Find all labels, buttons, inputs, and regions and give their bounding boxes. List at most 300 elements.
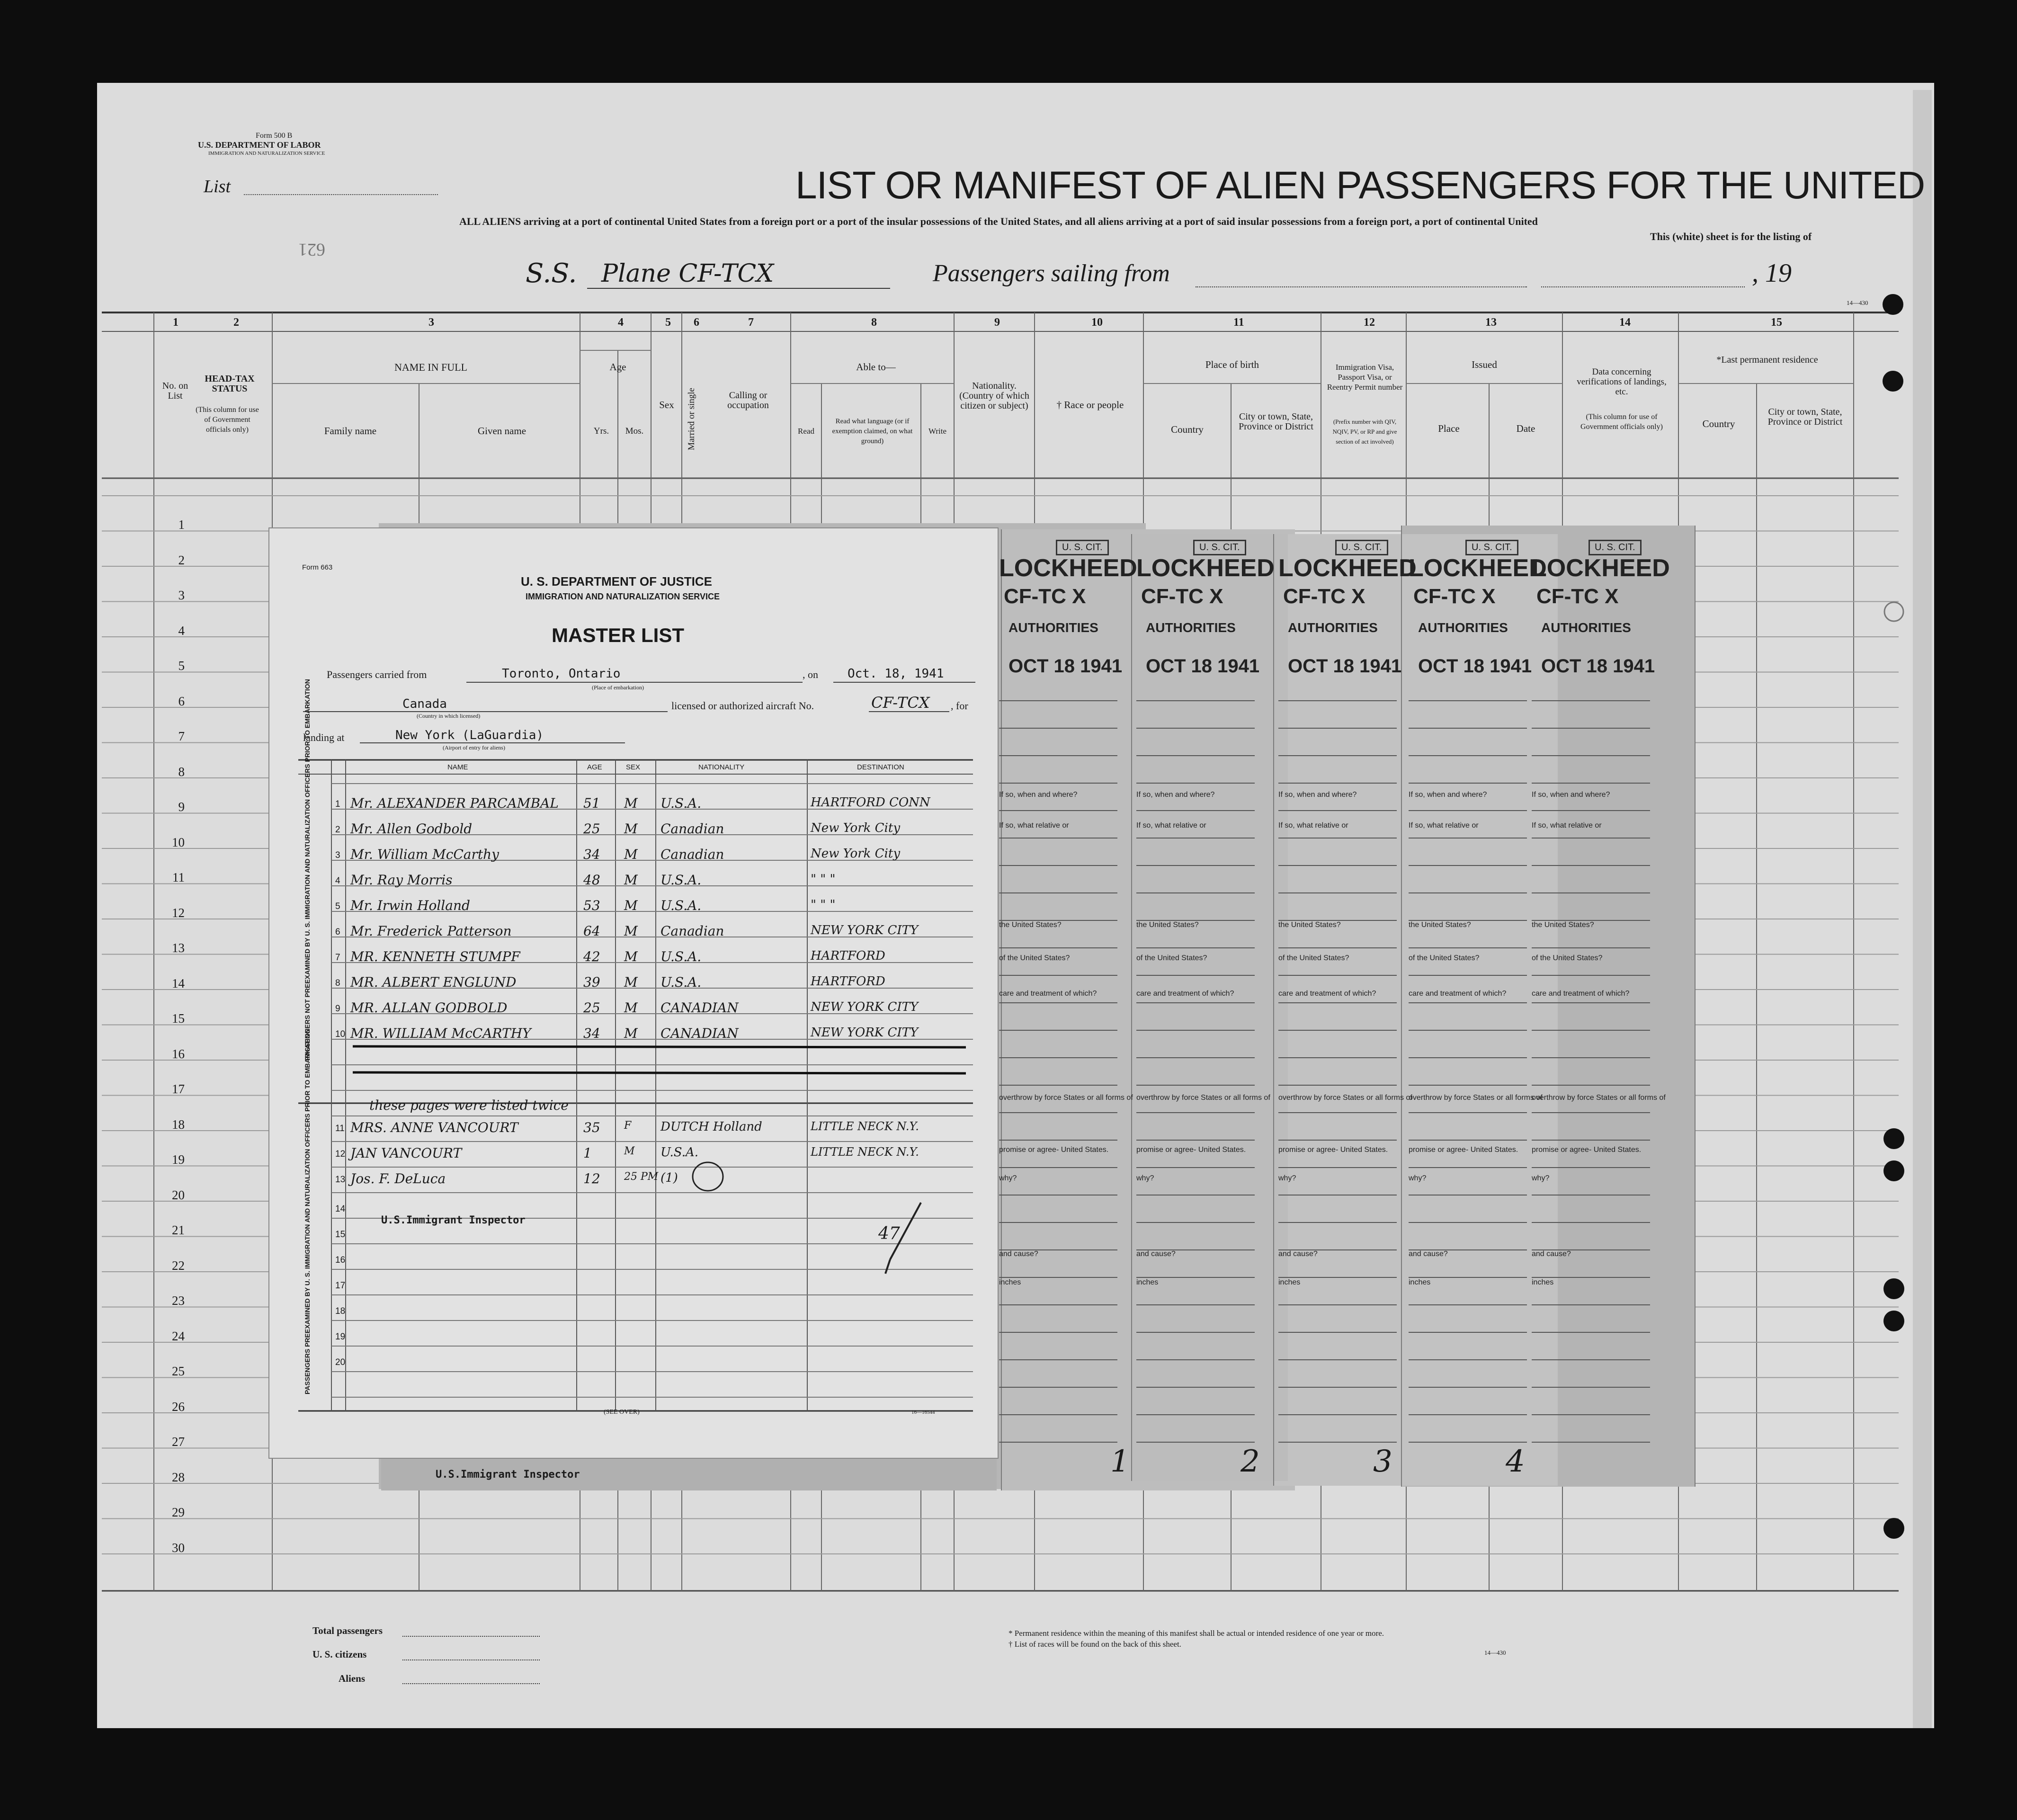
ml-landing-label: landing at — [303, 732, 345, 743]
back-question: promise or agree- United States. — [1278, 1146, 1388, 1154]
row-number: 20 — [172, 1187, 185, 1202]
back-question: If so, what relative or — [1409, 821, 1479, 830]
back-inspector: U.S.Immigrant Inspector — [436, 1469, 580, 1481]
col-given-name: Given name — [477, 425, 527, 437]
authorities-label: AUTHORITIES — [1008, 620, 1098, 635]
row-number: 29 — [172, 1505, 185, 1519]
airline-name: LOCKHEED — [1136, 554, 1275, 582]
ml-country: Canada — [402, 697, 447, 711]
ml-for-label: , for — [951, 700, 968, 712]
ml-row-number: 6 — [335, 927, 340, 937]
aircraft-reg: CF-TC X — [1536, 585, 1619, 608]
back-question: If so, when and where? — [1278, 791, 1357, 799]
column-number: 4 — [618, 316, 624, 329]
back-question: the United States? — [1532, 921, 1594, 929]
col-data-concerning: Data concerning verifications of landings, etc. — [1577, 367, 1667, 397]
ml-row-number: 19 — [335, 1332, 346, 1342]
ml-row-number: 20 — [335, 1357, 346, 1367]
manifest-subtitle-1: ALL ALIENS arriving at a port of continental United States from a foreign port or a port of the insular possessions of the United States, and all aliens arriving at a port of said insular possessions from a foreign port, a port of continental United — [459, 215, 1538, 227]
ml-preexamined-destination: LITTLE NECK N.Y. — [811, 1145, 919, 1159]
sailing-date-field — [1541, 286, 1745, 287]
form-print-code: 14—430 — [1847, 299, 1868, 306]
ml-preexamined-age: 1 — [583, 1145, 592, 1161]
footer-code: 14—430 — [1484, 1649, 1506, 1656]
ml-passenger-sex: M — [624, 1000, 638, 1016]
ml-passenger-name: Mr. Ray Morris — [350, 872, 453, 888]
ml-passenger-age: 34 — [583, 1026, 600, 1041]
back-question: the United States? — [1136, 921, 1199, 929]
ml-row-number: 12 — [335, 1149, 346, 1159]
list-number-field — [244, 194, 438, 195]
col-data-note: (This column for use of Government officials only) — [1580, 413, 1663, 431]
row-number: 12 — [172, 905, 185, 920]
back-question: care and treatment of which? — [999, 990, 1097, 998]
ml-passenger-destination: " " " — [811, 872, 836, 886]
ml-passenger-age: 64 — [583, 923, 600, 939]
back-question: and cause? — [1532, 1250, 1571, 1258]
row-number: 16 — [172, 1046, 185, 1061]
column-number: 2 — [233, 316, 239, 329]
ml-passenger-nationality: Canadian — [660, 923, 724, 939]
authorities-label: AUTHORITIES — [1418, 620, 1508, 635]
ml-passenger-nationality: Canadian — [660, 821, 724, 837]
ml-carried-from-label: Passengers carried from — [327, 669, 427, 680]
back-question: inches — [1532, 1278, 1554, 1286]
back-question: inches — [1136, 1278, 1159, 1286]
col-name-in-full: NAME IN FULL — [394, 361, 467, 373]
back-question: If so, what relative or — [1532, 821, 1602, 830]
ml-passenger-sex: M — [624, 1026, 638, 1041]
back-question: If so, when and where? — [1532, 791, 1610, 799]
column-number: 5 — [665, 316, 671, 329]
total-passengers-field — [402, 1636, 540, 1637]
back-question: the United States? — [999, 921, 1062, 929]
ml-preexamined-age: 35 — [583, 1120, 600, 1135]
back-question: promise or agree- United States. — [1532, 1146, 1642, 1154]
ml-row-number: 17 — [335, 1281, 346, 1291]
ml-landing-line — [360, 742, 625, 743]
col-country: Country — [1171, 424, 1204, 435]
back-question: overthrow by force States or all forms of — [999, 1094, 1133, 1102]
col-calling: Calling or occupation — [727, 390, 769, 410]
back-question: why? — [1136, 1174, 1154, 1182]
form-department: U.S. DEPARTMENT OF LABOR — [198, 140, 321, 150]
col-head-tax: HEAD-TAX STATUS — [205, 374, 255, 394]
row-number: 1 — [178, 517, 185, 532]
ml-preexamined-name: JAN VANCOURT — [350, 1145, 462, 1161]
ml-aircraft: CF-TCX — [871, 694, 930, 712]
sailing-from-field — [1196, 286, 1527, 287]
back-page-number: 2 — [1241, 1444, 1260, 1479]
ml-passenger-age: 34 — [583, 847, 600, 862]
col-lr-city: City or town, State, Province or District — [1767, 407, 1843, 427]
ml-col-sex: SEX — [626, 763, 641, 771]
ml-row-number: 14 — [335, 1204, 346, 1214]
row-number: 17 — [172, 1082, 185, 1096]
ml-passenger-destination: New York City — [811, 821, 901, 835]
ml-passenger-destination: NEW YORK CITY — [811, 1026, 919, 1040]
footer-note-races: † List of races will be found on the back of this sheet. — [1008, 1640, 1181, 1649]
ml-passenger-destination: HARTFORD CONN — [811, 795, 930, 810]
row-number: 2 — [178, 553, 185, 567]
ml-passenger-nationality: U.S.A. — [660, 898, 702, 913]
ml-side-label-not-preexamined: PASSENGERS NOT PREEXAMINED BY U. S. IMMIGRATION AND NATURALIZATION OFFICERS PRIOR TO EMBARKATION — [303, 679, 311, 1061]
ml-passenger-destination: " " " — [811, 898, 836, 912]
date-stamp: OCT 18 1941 — [1288, 656, 1402, 677]
ml-carried-from-line — [466, 682, 803, 683]
back-question: promise or agree- United States. — [999, 1146, 1109, 1154]
row-number: 24 — [172, 1329, 185, 1343]
ml-col-destination: DESTINATION — [857, 763, 904, 771]
back-question: why? — [1409, 1174, 1427, 1182]
col-issued-date: Date — [1516, 423, 1535, 434]
column-number: 1 — [173, 316, 178, 329]
ml-passenger-age: 25 — [583, 1000, 600, 1016]
ml-passenger-destination: NEW YORK CITY — [811, 923, 919, 937]
ml-form-number: Form 663 — [302, 563, 333, 571]
ml-preexamined-name: MRS. ANNE VANCOURT — [350, 1120, 518, 1135]
back-question: and cause? — [1409, 1250, 1448, 1258]
ml-col-age: AGE — [587, 763, 602, 771]
ml-row-number: 13 — [335, 1175, 346, 1185]
ml-carried-from: Toronto, Ontario — [502, 667, 621, 681]
form-service: IMMIGRATION AND NATURALIZATION SERVICE — [208, 151, 325, 156]
back-question: If so, when and where? — [1136, 791, 1215, 799]
row-number: 4 — [178, 623, 185, 638]
ml-passenger-sex: M — [624, 847, 638, 862]
column-number: 6 — [694, 316, 699, 329]
date-stamp: OCT 18 1941 — [1008, 656, 1123, 677]
row-number: 30 — [172, 1540, 185, 1555]
col-read-language: Read what language (or if exemption claimed, on what ground) — [832, 418, 913, 445]
authorities-label: AUTHORITIES — [1288, 620, 1378, 635]
ml-passenger-age: 53 — [583, 898, 600, 913]
ml-landing-note: (Airport of entry for aliens) — [443, 744, 505, 751]
back-question: of the United States? — [999, 954, 1070, 962]
ml-passenger-age: 51 — [583, 795, 600, 811]
back-question: If so, when and where? — [1409, 791, 1487, 799]
col-age: Age — [609, 361, 626, 373]
column-number: 11 — [1233, 316, 1244, 329]
ml-passenger-nationality: CANADIAN — [660, 1000, 739, 1016]
back-question: promise or agree- United States. — [1136, 1146, 1246, 1154]
row-number: 5 — [178, 659, 185, 673]
ml-passenger-age: 39 — [583, 974, 600, 990]
col-sex: Sex — [659, 399, 674, 410]
back-question: and cause? — [1278, 1250, 1318, 1258]
back-question: If so, what relative or — [999, 821, 1069, 830]
row-number: 26 — [172, 1399, 185, 1414]
ml-row-number: 15 — [335, 1230, 346, 1240]
column-number: 15 — [1771, 316, 1782, 329]
ml-department: U. S. DEPARTMENT OF JUSTICE — [521, 574, 712, 589]
aircraft-reg: CF-TC X — [1283, 585, 1365, 608]
col-lr-country: Country — [1702, 418, 1735, 429]
back-page-number: 3 — [1373, 1444, 1392, 1479]
back-page-number: 4 — [1506, 1444, 1525, 1479]
col-immigration-visa: Immigration Visa, Passport Visa, or Reentry Permit number — [1327, 363, 1403, 392]
date-stamp: OCT 18 1941 — [1418, 656, 1532, 677]
row-number: 25 — [172, 1364, 185, 1378]
ml-row-number: 8 — [335, 978, 340, 988]
ml-on-label: , on — [803, 669, 818, 680]
row-number: 3 — [178, 588, 185, 602]
column-number: 13 — [1485, 316, 1497, 329]
ml-passenger-sex: M — [624, 974, 638, 990]
back-question: overthrow by force States or all forms of — [1532, 1094, 1666, 1102]
footer-us-citizens: U. S. citizens — [312, 1649, 367, 1660]
ml-passenger-age: 42 — [583, 949, 600, 964]
row-number: 6 — [178, 694, 185, 708]
ml-passenger-sex: M — [624, 795, 638, 811]
ml-aircraft-line — [869, 711, 949, 712]
ml-passenger-age: 48 — [583, 872, 600, 888]
ml-passenger-name: Mr. ALEXANDER PARCAMBAL — [350, 795, 559, 811]
sailing-year: , 19 — [1752, 259, 1792, 288]
ml-row-number: 10 — [335, 1029, 346, 1039]
stamp-us-cit: U. S. CIT. — [1465, 540, 1518, 555]
back-question: why? — [1278, 1174, 1296, 1182]
col-yrs: Yrs. — [593, 426, 609, 436]
manifest-subtitle-2: This (white) sheet is for the listing of — [1650, 231, 1812, 242]
ml-date: Oct. 18, 1941 — [848, 667, 944, 681]
ml-passenger-destination: NEW YORK CITY — [811, 1000, 919, 1014]
stamp-us-cit: U. S. CIT. — [1335, 540, 1388, 555]
sailing-label: Passengers sailing from — [933, 260, 1170, 287]
col-nationality: Nationality. (Country of which citizen or subject) — [959, 381, 1029, 411]
row-number: 18 — [172, 1117, 185, 1132]
ml-inspector: U.S.Immigrant Inspector — [381, 1214, 526, 1226]
col-write: Write — [928, 427, 947, 436]
ml-print-code: 16—16544 — [911, 1410, 935, 1415]
ml-passenger-nationality: Canadian — [660, 847, 724, 862]
form-number: Form 500 B — [256, 132, 293, 140]
ml-passenger-name: Mr. Irwin Holland — [350, 898, 470, 913]
ml-row-number: 1 — [335, 799, 340, 809]
row-number: 14 — [172, 976, 185, 990]
column-number: 14 — [1619, 316, 1631, 329]
back-question: the United States? — [1278, 921, 1341, 929]
ml-row-number: 2 — [335, 825, 340, 835]
back-question: inches — [1278, 1278, 1301, 1286]
ml-passenger-destination: New York City — [811, 847, 901, 861]
ml-passenger-name: MR. KENNETH STUMPF — [350, 949, 520, 964]
ml-side-label-preexamined: PASSENGERS PREEXAMINED BY U. S. IMMIGRATION AND NATURALIZATION OFFICERS PRIOR TO EMBARKATION — [303, 1028, 311, 1394]
airline-name: LOCKHEED — [999, 554, 1137, 582]
back-question: care and treatment of which? — [1136, 990, 1234, 998]
row-number: 27 — [172, 1435, 185, 1449]
back-question: overthrow by force States or all forms of — [1136, 1094, 1270, 1102]
back-question: inches — [1409, 1278, 1431, 1286]
ml-passenger-destination: HARTFORD — [811, 974, 885, 989]
ml-passenger-name: Mr. William McCarthy — [350, 847, 499, 862]
back-question: overthrow by force States or all forms of — [1278, 1094, 1412, 1102]
footer-total-passengers: Total passengers — [312, 1625, 383, 1636]
ml-row-number: 9 — [335, 1004, 340, 1014]
back-question: If so, when and where? — [999, 791, 1078, 799]
ml-licensed-label: licensed or authorized aircraft No. — [671, 700, 814, 712]
aircraft-reg: CF-TC X — [1413, 585, 1496, 608]
date-stamp: OCT 18 1941 — [1146, 656, 1260, 677]
column-number: 9 — [994, 316, 1000, 329]
row-number: 11 — [172, 870, 185, 884]
column-number: 12 — [1364, 316, 1375, 329]
ml-row-number: 7 — [335, 953, 340, 963]
col-place-of-birth: Place of birth — [1205, 359, 1259, 370]
ml-row-number: 5 — [335, 901, 340, 911]
back-question: and cause? — [1136, 1250, 1176, 1258]
ml-embarkation-note: (Place of embarkation) — [592, 684, 644, 691]
ml-passenger-nationality: U.S.A. — [660, 795, 702, 811]
back-question: inches — [999, 1278, 1021, 1286]
ml-row-number: 3 — [335, 850, 340, 860]
back-question: why? — [1532, 1174, 1550, 1182]
ml-passenger-name: MR. WILLIAM McCARTHY — [350, 1026, 531, 1041]
col-read: Read — [798, 427, 814, 436]
row-number: 15 — [172, 1011, 185, 1026]
back-question: promise or agree- United States. — [1409, 1146, 1518, 1154]
ml-country-note: (Country in which licensed) — [417, 713, 481, 719]
ml-passenger-nationality: U.S.A. — [660, 974, 702, 990]
stamp-us-cit: U. S. CIT. — [1193, 540, 1246, 555]
ml-handwritten-note: these pages were listed twice — [369, 1097, 569, 1113]
ml-col-nationality: NATIONALITY — [698, 763, 745, 771]
ml-row-number: 11 — [335, 1124, 345, 1133]
ml-passenger-sex: M — [624, 949, 638, 964]
col-family-name: Family name — [324, 425, 377, 437]
back-question: of the United States? — [1532, 954, 1603, 962]
ml-passenger-name: MR. ALLAN GODBOLD — [350, 1000, 508, 1016]
col-mos: Mos. — [625, 426, 644, 436]
col-visa-note: (Prefix number with QIV, NQIV, PV, or RP and give section of act involved) — [1332, 418, 1397, 445]
col-issued-place: Place — [1438, 423, 1460, 434]
row-number: 9 — [178, 800, 185, 814]
corner-mark: 621 — [298, 240, 325, 259]
ml-tally: 47 — [878, 1224, 900, 1243]
col-race: † Race or people — [1056, 399, 1124, 410]
ml-passenger-name: Mr. Frederick Patterson — [350, 923, 512, 939]
back-question: care and treatment of which? — [1409, 990, 1507, 998]
ml-row-number: 18 — [335, 1306, 346, 1316]
ml-passenger-name: MR. ALBERT ENGLUND — [350, 974, 517, 990]
ml-passenger-age: 25 — [583, 821, 600, 837]
back-question: care and treatment of which? — [1532, 990, 1630, 998]
column-number: 10 — [1091, 316, 1103, 329]
stamp-us-cit: U. S. CIT. — [1589, 540, 1642, 555]
airline-name: LOCKHEED — [1278, 554, 1417, 582]
manifest-title: LIST OR MANIFEST OF ALIEN PASSENGERS FOR THE UNITED — [795, 164, 1925, 207]
airline-name: LOCKHEED — [1409, 554, 1547, 582]
ml-passenger-sex: M — [624, 821, 638, 837]
ml-passenger-nationality: U.S.A. — [660, 949, 702, 964]
row-number: 8 — [178, 764, 185, 779]
back-question: why? — [999, 1174, 1017, 1182]
row-number: 22 — [172, 1258, 185, 1273]
col-married: Married or single — [687, 388, 696, 450]
ml-landing-at: New York (LaGuardia) — [395, 728, 544, 742]
ml-preexamined-age: 12 — [583, 1171, 600, 1187]
col-head-tax-note: (This column for use of Government officials only) — [196, 406, 259, 434]
ml-service: IMMIGRATION AND NATURALIZATION SERVICE — [526, 592, 720, 601]
footer-aliens: Aliens — [339, 1673, 366, 1684]
ml-passenger-destination: HARTFORD — [811, 949, 885, 963]
stamp-us-cit: U. S. CIT. — [1056, 540, 1109, 555]
ml-preexamined-nationality: U.S.A. — [660, 1145, 698, 1160]
ml-passenger-sex: M — [624, 898, 638, 913]
aircraft-reg: CF-TC X — [1004, 585, 1086, 608]
ml-passenger-nationality: U.S.A. — [660, 872, 702, 888]
ml-preexamined-sex: 25 PM — [624, 1171, 659, 1183]
ship-prefix: S.S. — [526, 258, 577, 289]
ml-passenger-name: Mr. Allen Godbold — [350, 821, 473, 837]
ml-passenger-sex: M — [624, 872, 638, 888]
ml-col-name: NAME — [447, 763, 468, 771]
airline-name: LOCKHEED — [1532, 554, 1670, 582]
col-city-town: City or town, State, Province or District — [1239, 411, 1313, 432]
ml-row-number: 4 — [335, 876, 340, 886]
ml-row-number: 16 — [335, 1255, 346, 1265]
date-stamp: OCT 18 1941 — [1541, 656, 1655, 677]
ml-date-line — [833, 682, 975, 683]
ml-preexamined-destination: LITTLE NECK N.Y. — [811, 1120, 919, 1133]
back-question: care and treatment of which? — [1278, 990, 1376, 998]
us-citizens-field — [402, 1659, 540, 1660]
ml-title: MASTER LIST — [552, 624, 684, 646]
ship-name-line — [587, 288, 890, 289]
col-able-to: Able to— — [856, 361, 896, 373]
ml-preexamined-sex: F — [624, 1120, 632, 1132]
aircraft-reg: CF-TC X — [1141, 585, 1223, 608]
list-label: List — [204, 177, 231, 196]
ml-see-over: (SEE OVER) — [604, 1409, 640, 1416]
row-number: 13 — [172, 941, 185, 955]
col-last-residence: *Last permanent residence — [1716, 355, 1818, 365]
back-question: and cause? — [999, 1250, 1038, 1258]
ml-country-line — [303, 711, 668, 712]
col-no-on-list: No. on List — [162, 381, 188, 401]
row-number: 21 — [172, 1223, 185, 1237]
column-number: 7 — [748, 316, 754, 329]
row-number: 10 — [172, 835, 185, 849]
column-number: 8 — [871, 316, 877, 329]
back-question: If so, what relative or — [1136, 821, 1206, 830]
ship-name: Plane CF-TCX — [601, 259, 774, 288]
authorities-label: AUTHORITIES — [1541, 620, 1631, 635]
authorities-label: AUTHORITIES — [1146, 620, 1236, 635]
ml-preexamined-name: Jos. F. DeLuca — [350, 1171, 446, 1187]
row-number: 7 — [178, 729, 185, 743]
row-number: 28 — [172, 1470, 185, 1484]
back-page-number: 1 — [1110, 1444, 1130, 1479]
ml-passenger-nationality: CANADIAN — [660, 1026, 739, 1041]
back-question: If so, what relative or — [1278, 821, 1348, 830]
col-issued: Issued — [1472, 359, 1497, 370]
row-number: 19 — [172, 1152, 185, 1167]
back-question: of the United States? — [1136, 954, 1207, 962]
column-number: 3 — [428, 316, 434, 329]
ml-preexamined-nationality: DUTCH Holland — [660, 1120, 762, 1134]
back-question: overthrow by force States or all forms of — [1409, 1094, 1543, 1102]
row-number: 23 — [172, 1294, 185, 1308]
aliens-field — [402, 1683, 540, 1684]
ml-passenger-sex: M — [624, 923, 638, 939]
ml-preexamined-sex: M — [624, 1145, 635, 1157]
ml-preexamined-nationality: (1) — [660, 1171, 678, 1185]
back-question: of the United States? — [1278, 954, 1349, 962]
back-question: the United States? — [1409, 921, 1471, 929]
footer-note-residence: * Permanent residence within the meaning of this manifest shall be actual or intended residence of one year or more. — [1008, 1629, 1384, 1638]
back-question: of the United States? — [1409, 954, 1480, 962]
